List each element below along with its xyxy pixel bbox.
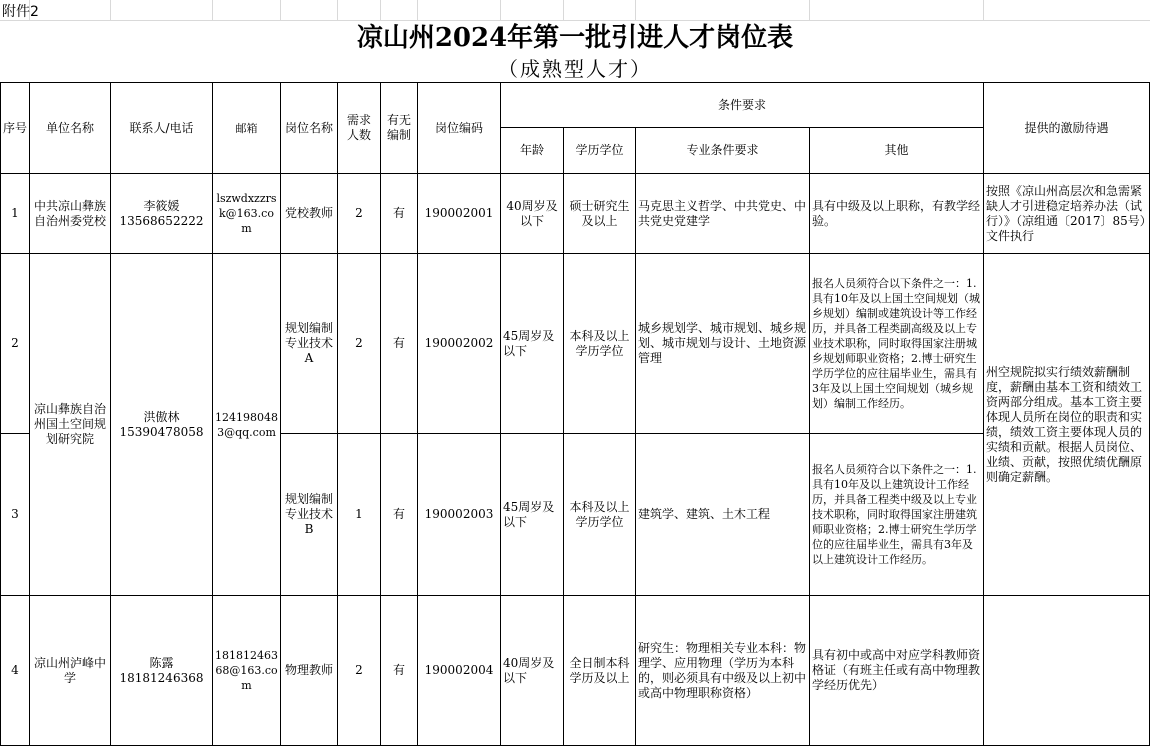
cell-education: 全日制本科学历及以上 xyxy=(564,596,636,746)
page-title: 凉山州2024年第一批引进人才岗位表 xyxy=(356,23,794,53)
cell-contact xyxy=(111,596,213,746)
contact-phone: 18181246368 xyxy=(119,670,204,685)
cell-post: 物理教师 xyxy=(281,596,338,746)
cell-demand: 2 xyxy=(338,254,381,434)
header-demand-line: 人数 xyxy=(346,128,371,142)
cell-quota: 有 xyxy=(381,434,418,596)
cell-demand: 2 xyxy=(338,596,381,746)
header-demand-line: 需求 xyxy=(346,113,371,127)
attachment-label: 附件2 xyxy=(2,4,39,20)
header-education: 学历学位 xyxy=(564,128,636,174)
positions-table xyxy=(0,82,1150,746)
header-email: 邮箱 xyxy=(213,83,281,174)
cell-unit: 凉山州泸峰中学 xyxy=(30,596,111,746)
header-demand xyxy=(338,83,381,174)
header-code: 岗位编码 xyxy=(418,83,501,174)
cell-quota: 有 xyxy=(381,174,418,254)
cell-code: 190002004 xyxy=(418,596,501,746)
contact-name: 陈露 xyxy=(149,655,174,670)
table-row xyxy=(1,174,1150,254)
sheet-gridline xyxy=(983,0,984,21)
sheet-gridline xyxy=(500,0,501,21)
sheet-gridline xyxy=(110,0,111,21)
cell-other: 具有初中或高中对应学科教师资格证（有班主任或有高中物理教学经历优先） xyxy=(810,596,984,746)
header-unit: 单位名称 xyxy=(30,83,111,174)
cell-other: 报名人员须符合以下条件之一：1.具有10年及以上国土空间规划（城乡规划）编制或建筑设计等工作经历，并具备工程类副高级及以上专业技术职称，同时取得国家注册城乡规划师职业资格；2.博士研究生学历学位的应往届毕业生，需具有3年及以上国土空间规划（城乡规划）编制工作经历。 xyxy=(810,254,984,434)
cell-education: 本科及以上学历学位 xyxy=(564,434,636,596)
header-row xyxy=(1,83,1150,128)
cell-quota: 有 xyxy=(381,596,418,746)
table-row xyxy=(1,254,1150,434)
header-other: 其他 xyxy=(810,128,984,174)
sheet-gridline xyxy=(635,0,636,21)
cell-education: 本科及以上学历学位 xyxy=(564,254,636,434)
sheet-gridline xyxy=(809,0,810,21)
cell-quota: 有 xyxy=(381,254,418,434)
cell-email: 18181246368@163.com xyxy=(213,596,281,746)
cell-seq: 4 xyxy=(1,596,30,746)
cell-seq: 3 xyxy=(1,434,30,596)
cell-seq: 1 xyxy=(1,174,30,254)
header-age: 年龄 xyxy=(501,128,564,174)
cell-incentive: 州空规院拟实行绩效薪酬制度，薪酬由基本工资和绩效工资两部分组成。基本工资主要体现人员所在岗位的职责和实绩，绩效工资主要体现人员的实绩和贡献。根据人员岗位、业绩、贡献，按照优绩优酬原则确定薪酬。 xyxy=(984,254,1150,596)
cell-code: 190002002 xyxy=(418,254,501,434)
cell-contact xyxy=(111,174,213,254)
cell-major: 建筑学、建筑、土木工程 xyxy=(636,434,810,596)
cell-other: 报名人员须符合以下条件之一：1.具有10年及以上建筑设计工作经历，并具备工程类中级及以上专业技术职称，同时取得国家注册建筑师职业资格；2.博士研究生学历学位的应往届毕业生，需具有3年及以上建筑设计工作经历。 xyxy=(810,434,984,596)
cell-code: 190002001 xyxy=(418,174,501,254)
header-contact: 联系人/电话 xyxy=(111,83,213,174)
header-seq: 序号 xyxy=(1,83,30,174)
header-major: 专业条件要求 xyxy=(636,128,810,174)
header-quota-line: 编制 xyxy=(386,128,411,142)
cell-unit: 凉山彝族自治州国土空间规划研究院 xyxy=(30,254,111,596)
cell-other: 具有中级及以上职称，有教学经验。 xyxy=(810,174,984,254)
header-post: 岗位名称 xyxy=(281,83,338,174)
cell-incentive xyxy=(984,596,1150,746)
header-requirements: 条件要求 xyxy=(501,83,984,128)
cell-age: 40周岁及以下 xyxy=(501,596,564,746)
sheet-gridline xyxy=(563,0,564,21)
cell-education: 硕士研究生及以上 xyxy=(564,174,636,254)
cell-incentive: 按照《凉山州高层次和急需紧缺人才引进稳定培养办法（试行）》（凉组通〔2017〕85号）文件执行 xyxy=(984,174,1150,254)
cell-age: 45周岁及以下 xyxy=(501,254,564,434)
cell-major: 城乡规划学、城市规划、城乡规划、城市规划与设计、土地资源管理 xyxy=(636,254,810,434)
cell-post: 规划编制专业技术A xyxy=(281,254,338,434)
cell-unit: 中共凉山彝族自治州委党校 xyxy=(30,174,111,254)
sheet-gridline xyxy=(380,0,381,21)
sheet-gridline xyxy=(337,0,338,21)
cell-contact xyxy=(111,254,213,596)
cell-major: 研究生：物理相关专业本科：物理学、应用物理（学历为本科的，则必须具有中级及以上初中或高中物理职称资格） xyxy=(636,596,810,746)
cell-email: 1241980483@qq.com xyxy=(213,254,281,596)
cell-seq: 2 xyxy=(1,254,30,434)
cell-code: 190002003 xyxy=(418,434,501,596)
cell-post: 党校教师 xyxy=(281,174,338,254)
cell-email: lszwdxzzrsk@163.com xyxy=(213,174,281,254)
sheet-gridline xyxy=(212,0,213,21)
header-quota-line: 有无 xyxy=(386,113,411,127)
cell-post: 规划编制专业技术B xyxy=(281,434,338,596)
cell-major: 马克思主义哲学、中共党史、中共党史党建学 xyxy=(636,174,810,254)
page-subtitle: （成熟型人才） xyxy=(498,57,652,81)
sheet-gridline xyxy=(280,0,281,21)
header-quota xyxy=(381,83,418,174)
contact-phone: 13568652222 xyxy=(119,213,204,228)
contact-phone: 15390478058 xyxy=(119,424,204,439)
cell-demand: 2 xyxy=(338,174,381,254)
contact-name: 李筱媛 xyxy=(143,198,180,213)
header-incentive: 提供的激励待遇 xyxy=(984,83,1150,174)
sheet-gridline xyxy=(417,0,418,21)
contact-name: 洪傲林 xyxy=(143,409,180,424)
cell-demand: 1 xyxy=(338,434,381,596)
table-row xyxy=(1,596,1150,746)
cell-age: 45周岁及以下 xyxy=(501,434,564,596)
cell-age: 40周岁及以下 xyxy=(501,174,564,254)
